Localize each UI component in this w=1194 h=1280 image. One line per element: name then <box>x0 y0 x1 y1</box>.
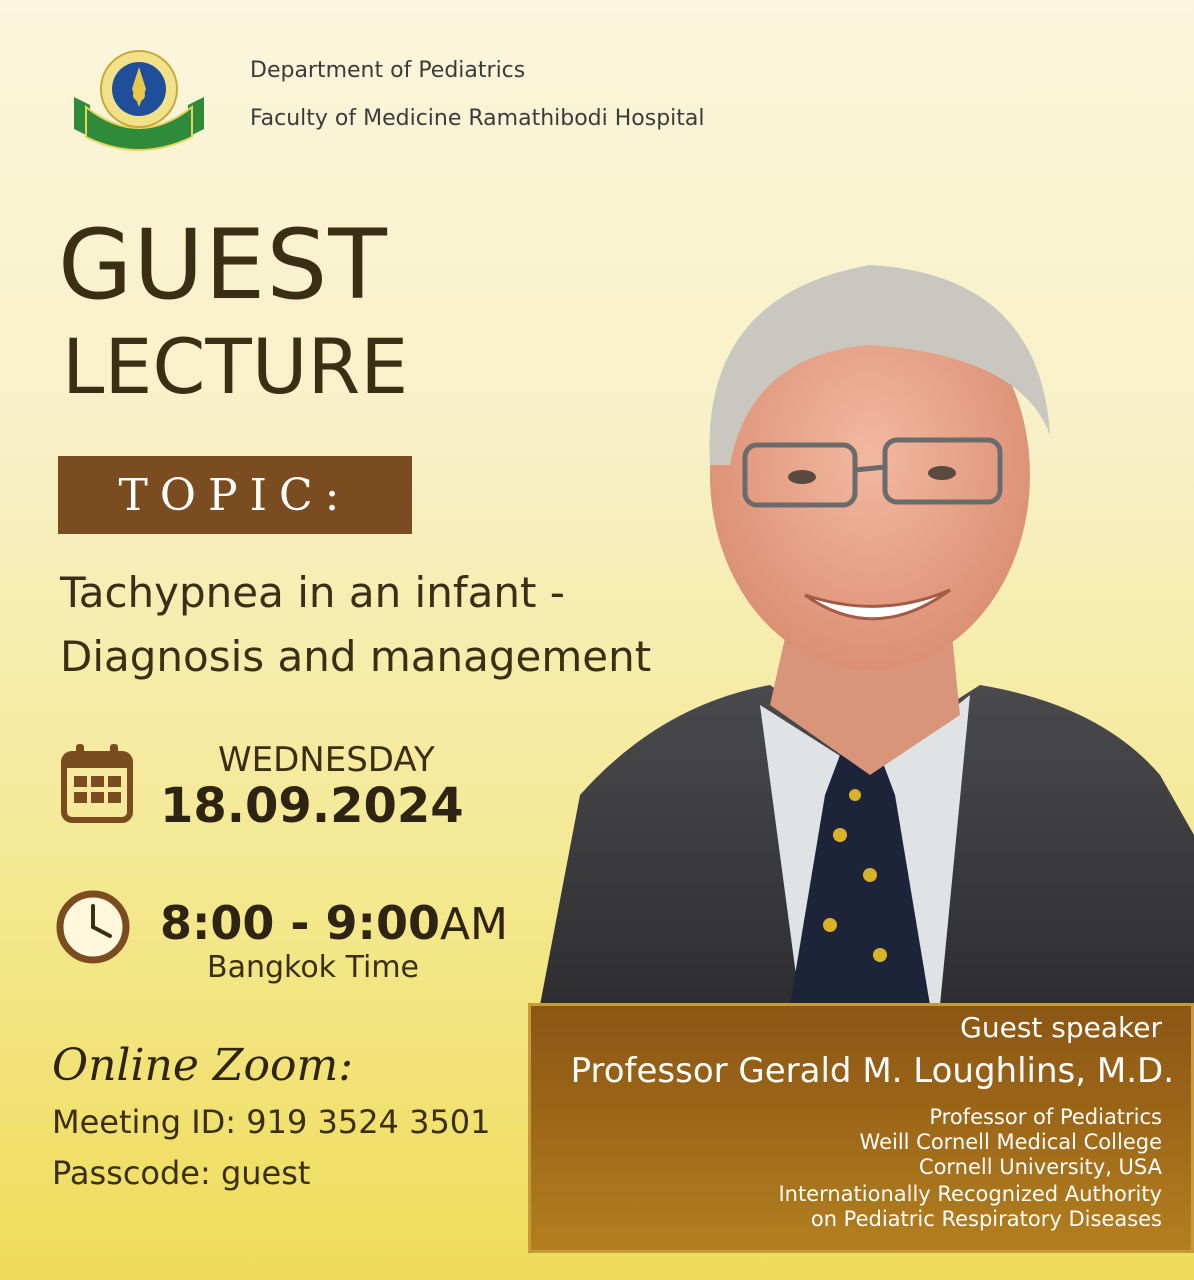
speaker-label: Guest speaker <box>960 1011 1162 1044</box>
speaker-credential-line: Professor of Pediatrics <box>929 1105 1162 1129</box>
time-range-value: 8:00 - 9:00 <box>160 896 440 950</box>
speaker-credential-line: Weill Cornell Medical College <box>859 1130 1162 1154</box>
department-name: Department of Pediatrics <box>250 58 526 83</box>
speaker-name: Professor Gerald M. Loughlins, M.D. <box>570 1051 1174 1091</box>
clock-icon <box>54 888 132 966</box>
zoom-meeting-id: Meeting ID: 919 3524 3501 <box>52 1103 491 1141</box>
speaker-credential-line: Cornell University, USA <box>918 1155 1162 1179</box>
calendar-icon <box>54 742 140 828</box>
time-ampm: AM <box>439 899 509 950</box>
time-zone: Bangkok Time <box>207 950 420 985</box>
title-guest: GUEST <box>58 209 388 321</box>
date-weekday: WEDNESDAY <box>218 740 435 780</box>
title-lecture: LECTURE <box>62 322 409 411</box>
speaker-panel <box>528 1003 1194 1253</box>
topic-label-box <box>58 456 412 534</box>
faculty-name: Faculty of Medicine Ramathibodi Hospital <box>250 106 705 131</box>
speaker-photo <box>540 235 1194 1005</box>
topic-text-line1: Tachypnea in an infant - <box>60 568 565 617</box>
zoom-passcode: Passcode: guest <box>52 1154 311 1192</box>
speaker-credential-line: on Pediatric Respiratory Diseases <box>810 1207 1162 1231</box>
topic-text-line2: Diagnosis and management <box>60 632 652 681</box>
date-value: 18.09.2024 <box>160 778 464 834</box>
zoom-title: Online Zoom: <box>52 1040 354 1091</box>
hospital-logo <box>68 45 210 153</box>
time-range <box>160 896 508 950</box>
topic-label: TOPIC: <box>118 469 352 521</box>
speaker-credential-line: Internationally Recognized Authority <box>778 1182 1162 1206</box>
